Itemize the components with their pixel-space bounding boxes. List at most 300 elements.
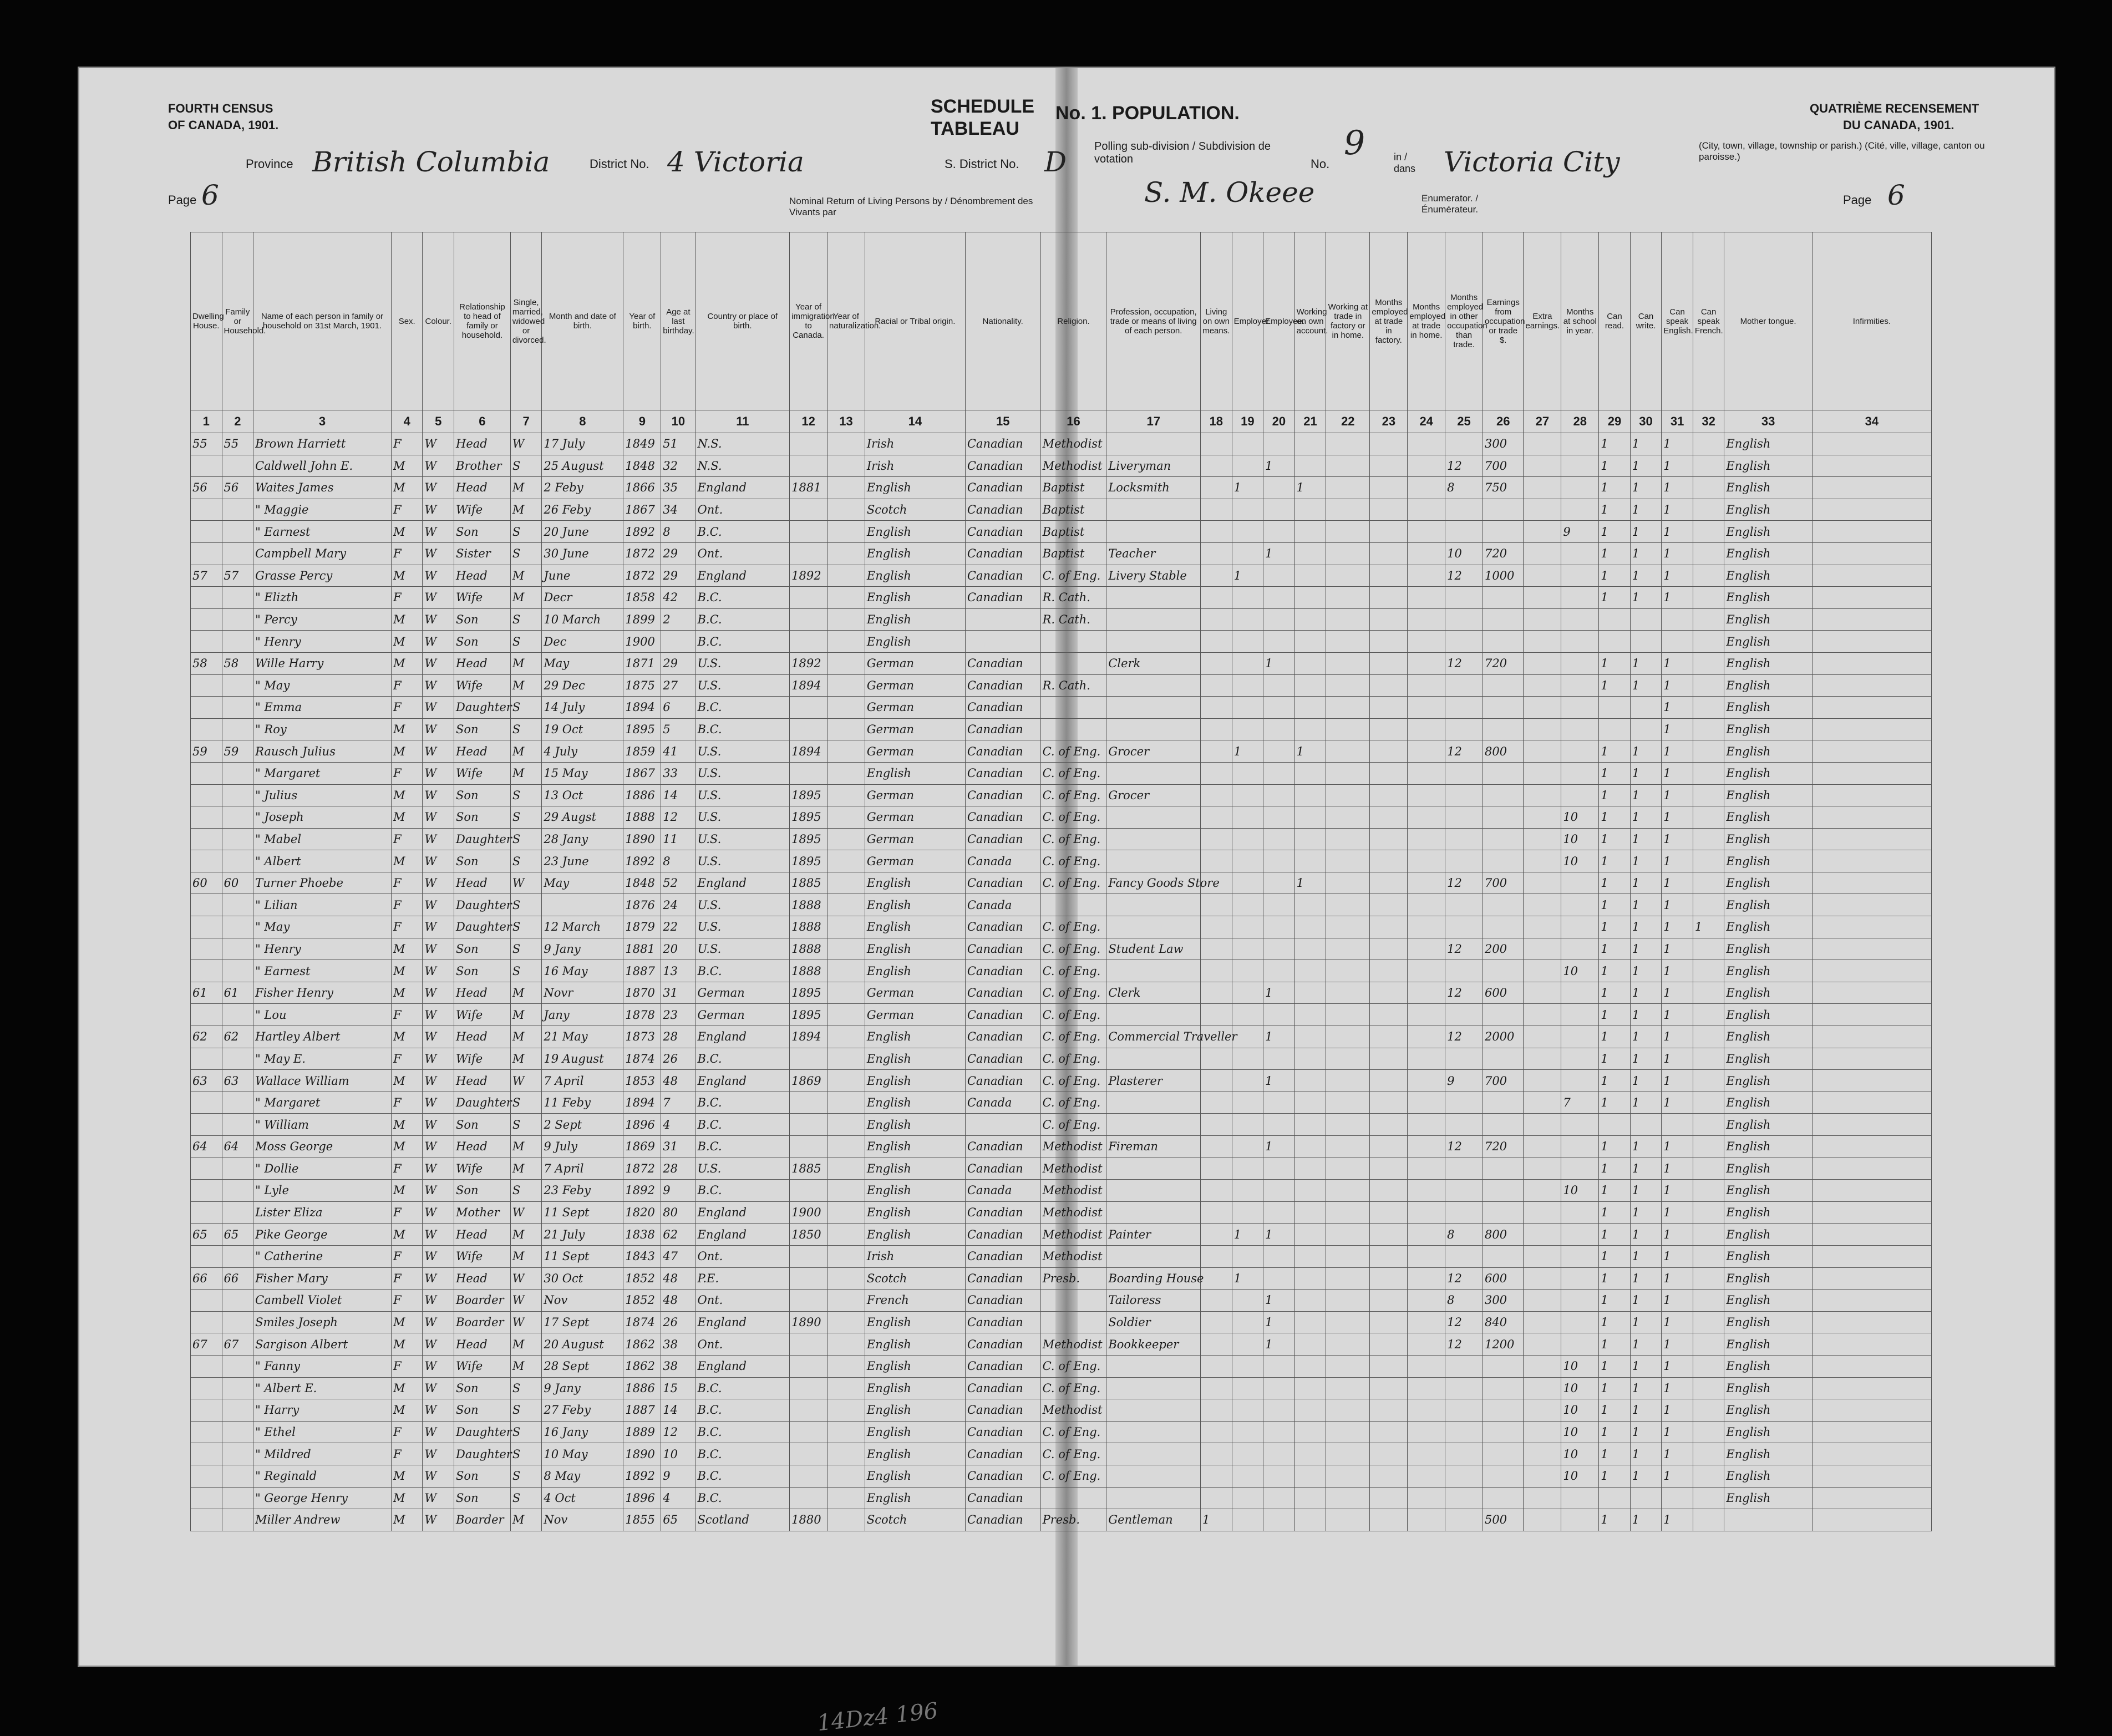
- table-cell-col-33: English: [1724, 784, 1812, 806]
- table-cell-col-15: Canadian: [965, 1377, 1040, 1399]
- table-cell-col-27: [1524, 1201, 1561, 1224]
- table-cell-col-9: 1872: [623, 542, 661, 565]
- table-cell-col-32: [1693, 455, 1724, 477]
- table-cell-col-13: [827, 1355, 865, 1377]
- table-cell-col-14: Irish: [865, 433, 965, 455]
- table-cell-col-4: M: [391, 1465, 423, 1487]
- table-cell-col-8: 4 July: [542, 740, 623, 763]
- table-cell-col-14: English: [865, 1158, 965, 1180]
- table-cell-col-14: German: [865, 740, 965, 763]
- table-cell-col-31: 1: [1662, 872, 1693, 894]
- table-cell-col-29: 1: [1599, 938, 1631, 960]
- table-cell-col-34: [1812, 542, 1931, 565]
- table-cell-col-16: Methodist: [1040, 1158, 1106, 1180]
- table-cell-col-13: [827, 542, 865, 565]
- table-cell-col-26: [1483, 1114, 1524, 1136]
- table-cell-col-30: [1630, 697, 1662, 719]
- table-cell-col-23: [1370, 1158, 1408, 1180]
- table-cell-col-20: 1: [1263, 455, 1295, 477]
- table-cell-col-29: 1: [1599, 982, 1631, 1004]
- table-cell-col-30: 1: [1630, 828, 1662, 850]
- table-cell-col-9: 1876: [623, 894, 661, 916]
- table-cell-col-31: 1: [1662, 477, 1693, 499]
- table-cell-col-19: [1232, 850, 1263, 872]
- table-cell-col-26: [1483, 1421, 1524, 1443]
- table-cell-col-28: [1561, 455, 1599, 477]
- table-cell-col-33: English: [1724, 872, 1812, 894]
- table-cell-col-7: S: [510, 1465, 542, 1487]
- column-header-6: Relationship to head of family or household.: [454, 232, 511, 410]
- table-cell-col-15: Canadian: [965, 542, 1040, 565]
- table-cell-col-21: [1294, 1465, 1326, 1487]
- table-cell-col-11: U.S.: [695, 850, 790, 872]
- table-cell-col-33: English: [1724, 740, 1812, 763]
- table-cell-col-19: [1232, 1004, 1263, 1026]
- table-cell-col-3: " Margaret: [253, 762, 392, 784]
- table-cell-col-4: F: [391, 1245, 423, 1267]
- table-cell-col-32: 1: [1693, 916, 1724, 938]
- table-cell-col-27: [1524, 850, 1561, 872]
- table-cell-col-20: 1: [1263, 982, 1295, 1004]
- table-cell-col-15: Canadian: [965, 652, 1040, 674]
- table-cell-col-17: [1106, 762, 1201, 784]
- table-cell-col-3: " Albert: [253, 850, 392, 872]
- table-cell-col-17: [1106, 850, 1201, 872]
- table-cell-col-2: 63: [222, 1070, 253, 1092]
- table-cell-col-20: 1: [1263, 652, 1295, 674]
- column-header-5: Colour.: [423, 232, 454, 410]
- table-cell-col-26: 700: [1483, 1070, 1524, 1092]
- table-cell-col-14: English: [865, 542, 965, 565]
- table-cell-col-9: 1892: [623, 850, 661, 872]
- table-cell-col-29: [1599, 1487, 1631, 1509]
- table-cell-col-18: [1201, 718, 1232, 740]
- table-cell-col-16: C. of Eng.: [1040, 762, 1106, 784]
- table-cell-col-25: 12: [1445, 652, 1483, 674]
- table-cell-col-31: 1: [1662, 652, 1693, 674]
- table-cell-col-3: Pike George: [253, 1224, 392, 1246]
- table-cell-col-1: [191, 1443, 222, 1465]
- table-cell-col-27: [1524, 1465, 1561, 1487]
- table-row: [191, 850, 1932, 872]
- table-cell-col-5: W: [423, 1290, 454, 1312]
- table-row: [191, 1377, 1932, 1399]
- table-cell-col-20: [1263, 784, 1295, 806]
- table-cell-col-27: [1524, 1267, 1561, 1290]
- table-cell-col-33: English: [1724, 1245, 1812, 1267]
- table-cell-col-26: 700: [1483, 872, 1524, 894]
- table-cell-col-33: English: [1724, 697, 1812, 719]
- table-cell-col-17: [1106, 674, 1201, 697]
- table-cell-col-19: [1232, 872, 1263, 894]
- table-cell-col-23: [1370, 916, 1408, 938]
- table-cell-col-18: [1201, 674, 1232, 697]
- table-cell-col-18: [1201, 1070, 1232, 1092]
- table-cell-col-15: Canadian: [965, 784, 1040, 806]
- table-cell-col-12: [790, 697, 827, 719]
- table-cell-col-31: [1662, 1114, 1693, 1136]
- table-cell-col-10: 38: [661, 1355, 695, 1377]
- table-cell-col-13: [827, 1399, 865, 1422]
- table-cell-col-23: [1370, 565, 1408, 587]
- table-cell-col-16: R. Cath.: [1040, 608, 1106, 631]
- table-cell-col-21: [1294, 1136, 1326, 1158]
- table-cell-col-24: [1408, 1070, 1445, 1092]
- table-cell-col-4: F: [391, 1092, 423, 1114]
- table-cell-col-2: [222, 1465, 253, 1487]
- table-cell-col-20: [1263, 1092, 1295, 1114]
- table-cell-col-20: [1263, 1004, 1295, 1026]
- table-cell-col-7: S: [510, 1377, 542, 1399]
- table-cell-col-13: [827, 806, 865, 829]
- table-cell-col-22: [1326, 433, 1370, 455]
- table-cell-col-12: 1894: [790, 740, 827, 763]
- table-cell-col-2: 59: [222, 740, 253, 763]
- table-cell-col-2: [222, 960, 253, 982]
- table-cell-col-12: 1888: [790, 894, 827, 916]
- table-cell-col-23: [1370, 828, 1408, 850]
- table-cell-col-16: Methodist: [1040, 1136, 1106, 1158]
- table-cell-col-14: French: [865, 1290, 965, 1312]
- table-cell-col-34: [1812, 1487, 1931, 1509]
- table-cell-col-4: M: [391, 740, 423, 763]
- table-cell-col-17: [1106, 1399, 1201, 1422]
- table-cell-col-18: [1201, 477, 1232, 499]
- table-row: [191, 455, 1932, 477]
- table-cell-col-10: 22: [661, 916, 695, 938]
- table-cell-col-12: [790, 1355, 827, 1377]
- table-cell-col-6: Daughter: [454, 1092, 511, 1114]
- table-cell-col-18: [1201, 1377, 1232, 1399]
- table-row: [191, 433, 1932, 455]
- table-cell-col-11: Scotland: [695, 1509, 790, 1531]
- table-cell-col-6: Boarder: [454, 1509, 511, 1531]
- table-cell-col-23: [1370, 1267, 1408, 1290]
- table-row: [191, 916, 1932, 938]
- table-cell-col-23: [1370, 521, 1408, 543]
- table-cell-col-22: [1326, 1290, 1370, 1312]
- table-cell-col-18: [1201, 982, 1232, 1004]
- table-cell-col-28: [1561, 1048, 1599, 1070]
- table-cell-col-4: M: [391, 1136, 423, 1158]
- table-cell-col-27: [1524, 1224, 1561, 1246]
- table-cell-col-1: [191, 631, 222, 653]
- table-cell-col-30: [1630, 631, 1662, 653]
- table-cell-col-26: [1483, 1487, 1524, 1509]
- table-cell-col-12: 1895: [790, 850, 827, 872]
- table-cell-col-30: 1: [1630, 784, 1662, 806]
- table-cell-col-31: 1: [1662, 718, 1693, 740]
- column-number-29: 29: [1599, 410, 1631, 433]
- table-cell-col-15: Canadian: [965, 960, 1040, 982]
- table-cell-col-20: [1263, 565, 1295, 587]
- table-cell-col-28: [1561, 1311, 1599, 1333]
- table-cell-col-17: Commercial Traveller: [1106, 1026, 1201, 1048]
- table-cell-col-14: English: [865, 1311, 965, 1333]
- table-cell-col-23: [1370, 960, 1408, 982]
- table-cell-col-34: [1812, 740, 1931, 763]
- table-cell-col-16: C. of Eng.: [1040, 740, 1106, 763]
- table-cell-col-15: Canadian: [965, 499, 1040, 521]
- table-cell-col-15: Canadian: [965, 697, 1040, 719]
- table-cell-col-11: B.C.: [695, 1136, 790, 1158]
- table-cell-col-17: Painter: [1106, 1224, 1201, 1246]
- table-cell-col-32: [1693, 872, 1724, 894]
- table-cell-col-17: [1106, 1465, 1201, 1487]
- table-cell-col-6: Brother: [454, 455, 511, 477]
- table-cell-col-19: [1232, 938, 1263, 960]
- table-cell-col-3: Turner Phoebe: [253, 872, 392, 894]
- table-cell-col-27: [1524, 1245, 1561, 1267]
- table-cell-col-24: [1408, 477, 1445, 499]
- table-cell-col-1: [191, 608, 222, 631]
- table-cell-col-4: F: [391, 1004, 423, 1026]
- table-cell-col-25: 9: [1445, 1070, 1483, 1092]
- table-cell-col-18: [1201, 631, 1232, 653]
- table-cell-col-24: [1408, 697, 1445, 719]
- table-cell-col-12: [790, 1399, 827, 1422]
- table-cell-col-10: 12: [661, 806, 695, 829]
- table-cell-col-23: [1370, 1092, 1408, 1114]
- table-cell-col-15: Canadian: [965, 455, 1040, 477]
- table-cell-col-18: [1201, 1399, 1232, 1422]
- table-cell-col-28: [1561, 1026, 1599, 1048]
- table-cell-col-29: 1: [1599, 499, 1631, 521]
- table-cell-col-15: Canadian: [965, 916, 1040, 938]
- table-cell-col-22: [1326, 1245, 1370, 1267]
- table-cell-col-31: 1: [1662, 1267, 1693, 1290]
- table-cell-col-11: U.S.: [695, 740, 790, 763]
- table-cell-col-1: [191, 499, 222, 521]
- table-cell-col-13: [827, 499, 865, 521]
- table-cell-col-32: [1693, 1311, 1724, 1333]
- column-number-34: 34: [1812, 410, 1931, 433]
- table-cell-col-26: [1483, 850, 1524, 872]
- table-cell-col-25: 12: [1445, 1267, 1483, 1290]
- table-cell-col-4: M: [391, 718, 423, 740]
- table-cell-col-24: [1408, 894, 1445, 916]
- table-cell-col-16: C. of Eng.: [1040, 916, 1106, 938]
- table-cell-col-11: U.S.: [695, 674, 790, 697]
- table-cell-col-10: 13: [661, 960, 695, 982]
- table-cell-col-33: English: [1724, 850, 1812, 872]
- table-cell-col-24: [1408, 521, 1445, 543]
- table-cell-col-11: U.S.: [695, 806, 790, 829]
- table-cell-col-9: 1848: [623, 455, 661, 477]
- table-cell-col-6: Head: [454, 1333, 511, 1356]
- table-cell-col-17: [1106, 718, 1201, 740]
- table-cell-col-3: " Reginald: [253, 1465, 392, 1487]
- table-cell-col-6: Head: [454, 982, 511, 1004]
- table-cell-col-28: 10: [1561, 1443, 1599, 1465]
- table-cell-col-30: 1: [1630, 1267, 1662, 1290]
- table-cell-col-2: [222, 784, 253, 806]
- table-cell-col-19: [1232, 455, 1263, 477]
- table-cell-col-10: 47: [661, 1245, 695, 1267]
- table-cell-col-19: [1232, 521, 1263, 543]
- table-cell-col-23: [1370, 1487, 1408, 1509]
- table-cell-col-13: [827, 1136, 865, 1158]
- table-cell-col-34: [1812, 916, 1931, 938]
- table-cell-col-8: 30 Oct: [542, 1267, 623, 1290]
- table-cell-col-3: " May: [253, 916, 392, 938]
- table-cell-col-19: [1232, 718, 1263, 740]
- table-cell-col-30: 1: [1630, 455, 1662, 477]
- table-cell-col-2: [222, 938, 253, 960]
- table-cell-col-29: [1599, 631, 1631, 653]
- table-cell-col-11: Ont.: [695, 1290, 790, 1312]
- table-cell-col-28: [1561, 894, 1599, 916]
- table-cell-col-26: 720: [1483, 542, 1524, 565]
- table-cell-col-16: C. of Eng.: [1040, 1421, 1106, 1443]
- table-cell-col-6: Son: [454, 960, 511, 982]
- table-cell-col-16: R. Cath.: [1040, 674, 1106, 697]
- table-row: [191, 806, 1932, 829]
- column-header-25: Months employed in other occupation than trade.: [1445, 232, 1483, 410]
- table-cell-col-2: [222, 1180, 253, 1202]
- table-cell-col-19: [1232, 433, 1263, 455]
- table-cell-col-27: [1524, 674, 1561, 697]
- table-cell-col-28: [1561, 1290, 1599, 1312]
- table-cell-col-28: [1561, 1487, 1599, 1509]
- table-cell-col-21: [1294, 1092, 1326, 1114]
- table-cell-col-11: N.S.: [695, 433, 790, 455]
- table-cell-col-18: [1201, 587, 1232, 609]
- table-cell-col-12: 1888: [790, 960, 827, 982]
- table-row: [191, 938, 1932, 960]
- table-cell-col-24: [1408, 652, 1445, 674]
- table-cell-col-15: Canadian: [965, 1311, 1040, 1333]
- table-cell-col-15: Canadian: [965, 806, 1040, 829]
- table-cell-col-32: [1693, 784, 1724, 806]
- table-cell-col-20: [1263, 1355, 1295, 1377]
- table-cell-col-25: [1445, 433, 1483, 455]
- table-cell-col-2: 67: [222, 1333, 253, 1356]
- table-cell-col-1: [191, 1465, 222, 1487]
- table-cell-col-25: [1445, 1114, 1483, 1136]
- table-cell-col-18: [1201, 1311, 1232, 1333]
- table-cell-col-23: [1370, 1421, 1408, 1443]
- table-cell-col-10: 80: [661, 1201, 695, 1224]
- table-cell-col-21: [1294, 697, 1326, 719]
- table-cell-col-5: W: [423, 608, 454, 631]
- table-cell-col-4: M: [391, 608, 423, 631]
- table-cell-col-33: English: [1724, 1421, 1812, 1443]
- table-cell-col-12: 1894: [790, 1026, 827, 1048]
- table-cell-col-30: 1: [1630, 1311, 1662, 1333]
- table-cell-col-20: [1263, 828, 1295, 850]
- table-cell-col-21: [1294, 1267, 1326, 1290]
- table-cell-col-24: [1408, 938, 1445, 960]
- table-cell-col-4: M: [391, 938, 423, 960]
- table-cell-col-32: [1693, 521, 1724, 543]
- table-cell-col-5: W: [423, 806, 454, 829]
- table-cell-col-2: 58: [222, 652, 253, 674]
- table-cell-col-30: 1: [1630, 1136, 1662, 1158]
- table-cell-col-27: [1524, 740, 1561, 763]
- table-cell-col-31: 1: [1662, 1421, 1693, 1443]
- table-cell-col-32: [1693, 894, 1724, 916]
- table-cell-col-1: [191, 1421, 222, 1443]
- table-cell-col-30: 1: [1630, 433, 1662, 455]
- table-cell-col-20: [1263, 1509, 1295, 1531]
- table-cell-col-31: 1: [1662, 1465, 1693, 1487]
- table-cell-col-14: English: [865, 1443, 965, 1465]
- table-cell-col-6: Daughter: [454, 916, 511, 938]
- table-cell-col-29: 1: [1599, 652, 1631, 674]
- table-cell-col-21: [1294, 542, 1326, 565]
- table-row: [191, 697, 1932, 719]
- column-header-32: Can speak French.: [1693, 232, 1724, 410]
- table-cell-col-22: [1326, 982, 1370, 1004]
- table-cell-col-9: 1866: [623, 477, 661, 499]
- table-cell-col-20: 1: [1263, 542, 1295, 565]
- table-cell-col-29: 1: [1599, 433, 1631, 455]
- table-cell-col-32: [1693, 1070, 1724, 1092]
- table-cell-col-25: [1445, 1509, 1483, 1531]
- table-cell-col-25: [1445, 1180, 1483, 1202]
- table-cell-col-10: 7: [661, 1092, 695, 1114]
- table-cell-col-22: [1326, 455, 1370, 477]
- table-cell-col-12: [790, 1180, 827, 1202]
- column-number-14: 14: [865, 410, 965, 433]
- table-cell-col-12: [790, 455, 827, 477]
- table-cell-col-12: 1885: [790, 1158, 827, 1180]
- table-cell-col-23: [1370, 1509, 1408, 1531]
- table-cell-col-27: [1524, 608, 1561, 631]
- table-cell-col-23: [1370, 1377, 1408, 1399]
- table-cell-col-10: 29: [661, 542, 695, 565]
- table-cell-col-27: [1524, 1048, 1561, 1070]
- table-cell-col-19: [1232, 1399, 1263, 1422]
- table-cell-col-30: 1: [1630, 1399, 1662, 1422]
- table-cell-col-33: English: [1724, 1377, 1812, 1399]
- table-cell-col-14: English: [865, 872, 965, 894]
- table-cell-col-7: S: [510, 718, 542, 740]
- table-cell-col-7: W: [510, 1311, 542, 1333]
- table-cell-col-1: 57: [191, 565, 222, 587]
- table-cell-col-15: [965, 631, 1040, 653]
- table-row: [191, 960, 1932, 982]
- table-cell-col-30: 1: [1630, 565, 1662, 587]
- table-cell-col-21: [1294, 850, 1326, 872]
- table-cell-col-19: [1232, 1355, 1263, 1377]
- table-cell-col-7: W: [510, 1267, 542, 1290]
- table-cell-col-22: [1326, 1487, 1370, 1509]
- table-cell-col-1: 65: [191, 1224, 222, 1246]
- table-cell-col-10: 8: [661, 850, 695, 872]
- table-cell-col-28: [1561, 433, 1599, 455]
- table-cell-col-9: 1892: [623, 521, 661, 543]
- table-cell-col-13: [827, 960, 865, 982]
- table-cell-col-1: [191, 938, 222, 960]
- table-cell-col-33: English: [1724, 806, 1812, 829]
- table-cell-col-6: Boarder: [454, 1290, 511, 1312]
- table-cell-col-19: [1232, 1333, 1263, 1356]
- table-cell-col-12: 1895: [790, 784, 827, 806]
- table-cell-col-13: [827, 1290, 865, 1312]
- table-cell-col-9: 1858: [623, 587, 661, 609]
- table-cell-col-27: [1524, 521, 1561, 543]
- table-cell-col-4: F: [391, 828, 423, 850]
- table-cell-col-12: [790, 1092, 827, 1114]
- table-cell-col-14: English: [865, 1048, 965, 1070]
- table-cell-col-20: [1263, 938, 1295, 960]
- table-cell-col-25: 12: [1445, 1136, 1483, 1158]
- table-cell-col-4: F: [391, 1201, 423, 1224]
- table-cell-col-14: English: [865, 1487, 965, 1509]
- table-cell-col-8: 17 July: [542, 433, 623, 455]
